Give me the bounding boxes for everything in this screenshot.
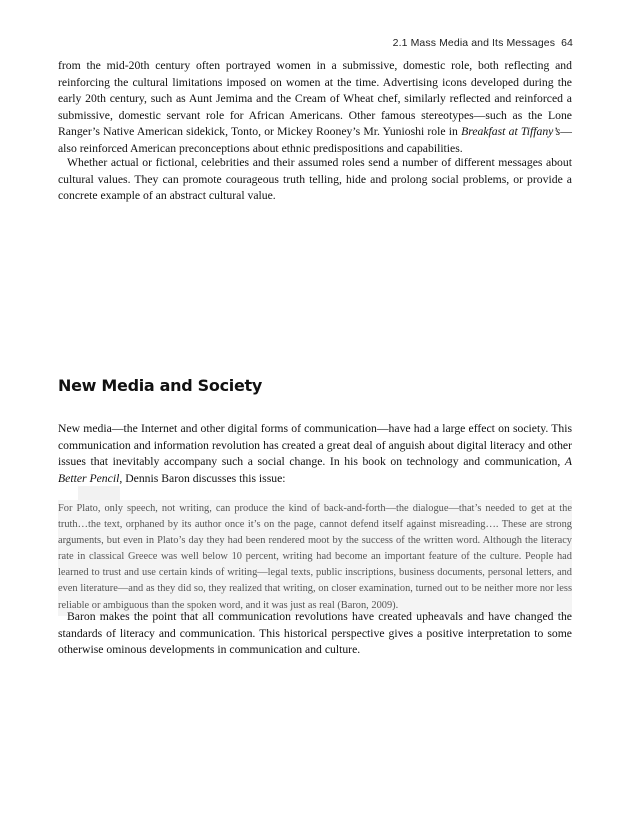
book-title: A Better Pencil <box>58 455 572 485</box>
paragraph-celebrities: Whether actual or fictional, celebrities and their assumed roles send a number of different messages about cultural values. They can promote courageous truth telling, hide and prolong social problems, or provide a concrete example of an abstract cultural value. <box>58 156 572 202</box>
paragraph-stereotypes-end: —also reinforced American preconceptions about ethnic predispositions and capabilities. <box>58 125 572 155</box>
block-quote: For Plato, only speech, not writing, can produce the kind of back-and-forth—the dialogue—that’s needed to get at the truth…the text, orphaned by its author once it’s on the page, cannot defend itself against misreading…. These are strong arguments, but even in Plato’s day they had been rendered moot by the success of the written word. Although the literacy rate in classical Greece was well below 10 percent, writing had become an important feature of the culture. People had learned to trust and use certain kinds of writing—legal texts, public inscriptions, business documents, personal letters, and even literature—and as they did so, they realized that writing, on closer examination, turned out to be neither more nor less reliable or ambiguous than the spoken word, and it was just as real (Baron, 2009). <box>58 500 572 616</box>
section-title: 2.1 Mass Media and Its Messages <box>392 37 556 49</box>
paragraph-stereotypes-text: from the mid-20th century often portrayed women in a submissive, domestic role, both reflecting and reinforcing the cultural limitations imposed on women at the time. Advertising icons developed during the early 20th century, such as Aunt Jemima and the Cream of Wheat chef, similarly reflected and reinforced a submissive, domestic servant role for African Americans. Other famous stereotypes—such as the Lone Ranger’s Native American sidekick, Tonto, or Mickey Rooney’s Mr. Yunioshi role in <box>58 59 572 138</box>
paragraph-baron: Baron makes the point that all communication revolutions have created upheavals and have changed the standards of literacy and communication. This historical perspective gives a positive interpretation to some otherwise ominous developments in communication and culture. <box>58 610 572 656</box>
paragraph-new-media-text: New media—the Internet and other digital forms of communication—have had a large effect on society. This communication and information revolution has created a great deal of anguish about digital literacy and other issues that inevitably accompany such a social change. In his book on technology and communication, <box>58 422 572 468</box>
film-title: Breakfast at Tiffany’s <box>461 125 561 138</box>
running-header <box>393 37 573 49</box>
paragraph-new-media-end: , Dennis Baron discusses this issue: <box>119 471 286 485</box>
paragraph-new-media <box>58 421 572 487</box>
quote-tab-decoration <box>78 486 120 500</box>
page-number: 64 <box>561 37 573 49</box>
paragraph-stereotypes <box>58 58 572 157</box>
section-heading: New Media and Society <box>58 376 262 395</box>
